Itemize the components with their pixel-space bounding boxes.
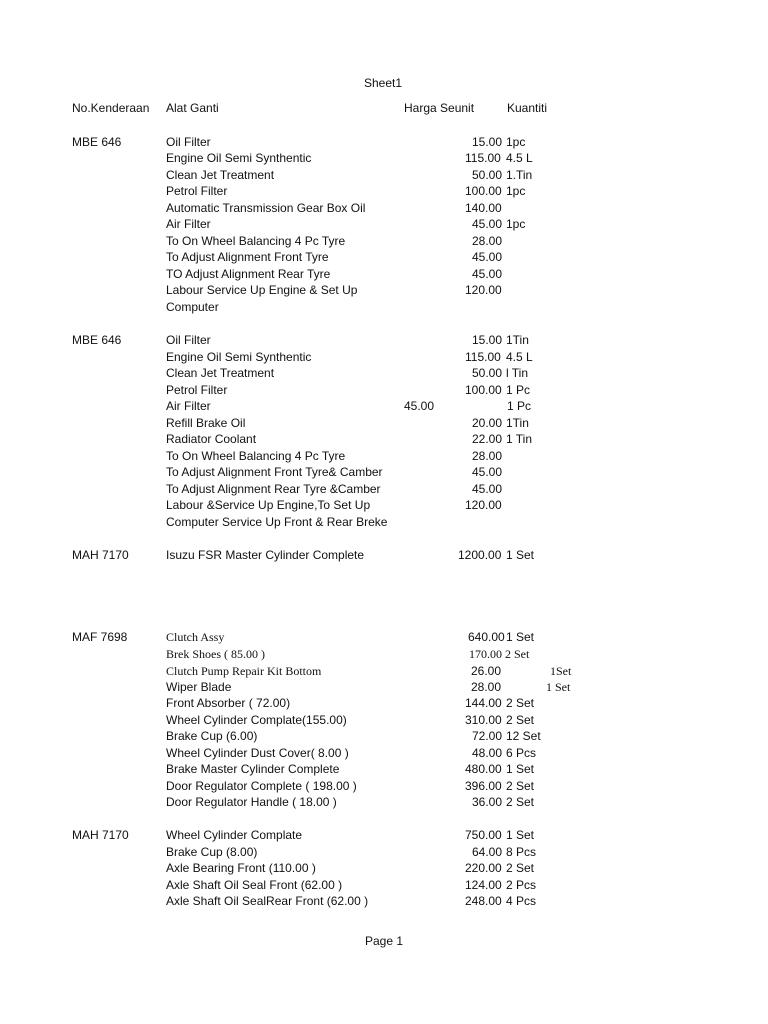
item-name: Axle Bearing Front (110.00 ) [166,861,316,875]
header-quantity: Kuantiti [507,101,548,115]
item-price: 115.00 [465,350,501,364]
item-name: Clean Jet Treatment [166,366,275,380]
item-name: Petrol Filter [166,184,228,198]
vehicle-no: MAH 7170 [72,828,129,842]
sheet-title: Sheet1 [364,76,403,90]
item-price: 248.00 [465,894,502,908]
item-qty: 2 Set [506,861,535,875]
item-price: 45.00 [472,465,503,479]
item-name: Wiper Blade [166,680,232,694]
item-price: 36.00 [472,795,503,809]
item-price: 22.00 [472,432,503,446]
item-qty: 1 Set [506,762,535,776]
item-price: 45.00 [472,267,503,281]
item-name: Refill Brake Oil [166,416,246,430]
item-price: 120.00 [465,283,502,297]
item-price: 120.00 [465,498,502,512]
item-name: Radiator Coolant [166,432,257,446]
item-name: Brake Master Cylinder Complete [166,762,340,776]
item-qty: 2 Set [506,713,535,727]
item-price: 48.00 [472,746,503,760]
item-qty: 1 Pc [507,399,532,413]
item-price: 15.00 [472,333,503,347]
page-number: Page 1 [365,934,404,948]
item-name: Labour Service Up Engine & Set Up [166,283,358,297]
item-qty: 6 Pcs [506,746,537,760]
item-price: 45.00 [472,250,503,264]
item-price: 220.00 [465,861,502,875]
item-name: Engine Oil Semi Synthentic [166,151,312,165]
item-price: 28.00 [472,449,503,463]
item-qty: 8 Pcs [506,845,537,859]
item-price: 640.00 [468,630,505,644]
item-name: To Adjust Alignment Front Tyre& Camber [166,465,383,479]
item-price: 64.00 [472,845,503,859]
item-qty: 1 Set [506,630,535,644]
item-name: Front Absorber ( 72.00) [166,696,291,710]
item-qty: 1pc [506,184,526,198]
item-qty: 4 Pcs [506,894,537,908]
item-name: Petrol Filter [166,383,228,397]
item-name: Wheel Cylinder Dust Cover( 8.00 ) [166,746,349,760]
item-name: Labour &Service Up Engine,To Set Up [166,498,371,512]
item-price: 100.00 [465,184,502,198]
item-price: 50.00 [472,366,503,380]
item-price: 50.00 [472,168,503,182]
item-qty: 1Tin [506,333,529,347]
item-price: 396.00 [465,779,502,793]
item-qty: 1Tin [506,416,529,430]
item-name: Door Regulator Handle ( 18.00 ) [166,795,337,809]
item-name: Brek Shoes ( 85.00 ) [166,647,265,661]
vehicle-no: MAF 7698 [72,630,128,644]
item-qty: 1Set [550,664,572,678]
item-name: To Adjust Alignment Rear Tyre &Camber [166,482,381,496]
item-qty: 2 Set [506,779,535,793]
item-price: 28.00 [471,680,502,694]
item-qty: 2 Set [506,795,535,809]
item-qty: 1pc [506,217,526,231]
item-price: 310.00 [465,713,502,727]
item-name: Wheel Cylinder Complate(155.00) [166,713,347,727]
item-name: Brake Cup (6.00) [166,729,258,743]
item-qty: 1pc [506,135,526,149]
item-price: 28.00 [472,234,503,248]
item-qty: 2 Set [506,696,535,710]
header-vehicle-no: No.Kenderaan [72,101,150,115]
header-unit-price: Harga Seunit [404,101,475,115]
item-price: 480.00 [465,762,502,776]
item-qty: 4.5 L [506,151,533,165]
item-name: Door Regulator Complete ( 198.00 ) [166,779,357,793]
item-name: To On Wheel Balancing 4 Pc Tyre [166,234,346,248]
item-qty: l Tin [506,366,529,380]
item-price: 170.00 [469,647,502,661]
item-qty: 1 Tin [506,432,533,446]
item-name: TO Adjust Alignment Rear Tyre [166,267,331,281]
item-name: Air Filter [166,217,211,231]
item-name: Axle Shaft Oil SealRear Front (62.00 ) [166,894,369,908]
item-name: Wheel Cylinder Complate [166,828,303,842]
item-name: Air Filter [166,399,211,413]
item-name: To On Wheel Balancing 4 Pc Tyre [166,449,346,463]
item-name: Oil Filter [166,333,211,347]
item-price: 20.00 [472,416,503,430]
item-qty: 1.Tin [506,168,533,182]
item-price: 72.00 [472,729,503,743]
item-name: Automatic Transmission Gear Box Oil [166,201,366,215]
vehicle-no: MAH 7170 [72,548,129,562]
item-name: Isuzu FSR Master Cylinder Complete [166,548,365,562]
item-name: Computer [166,300,219,314]
item-name: Computer Service Up Front & Rear Breke [166,515,388,529]
item-name: Clutch Assy [166,630,225,644]
item-price: 45.00 [472,217,503,231]
item-qty: 1 Set [546,680,571,694]
item-qty: 1 Set [506,548,535,562]
item-qty: 1 Pc [506,383,531,397]
item-qty: 2 Pcs [506,878,537,892]
item-price: 124.00 [465,878,502,892]
item-price: 45.00 [472,482,503,496]
item-qty: 12 Set [506,729,541,743]
item-price: 100.00 [465,383,502,397]
item-name: Axle Shaft Oil Seal Front (62.00 ) [166,878,343,892]
item-name: Clutch Pump Repair Kit Bottom [166,664,322,678]
item-qty: 2 Set [505,647,530,661]
item-price: 750.00 [465,828,502,842]
vehicle-no: MBE 646 [72,333,122,347]
item-price: 26.00 [471,664,502,678]
vehicle-no: MBE 646 [72,135,122,149]
item-price: 140.00 [465,201,502,215]
item-price: 45.00 [404,399,435,413]
item-price: 144.00 [465,696,502,710]
item-qty: 4.5 L [506,350,533,364]
item-price: 1200.00 [458,548,502,562]
item-name: Brake Cup (8.00) [166,845,258,859]
item-name: To Adjust Alignment Front Tyre [166,250,329,264]
item-name: Engine Oil Semi Synthentic [166,350,312,364]
item-qty: 1 Set [506,828,535,842]
item-name: Clean Jet Treatment [166,168,275,182]
item-name: Oil Filter [166,135,211,149]
item-price: 115.00 [465,151,501,165]
header-spare-part: Alat Ganti [166,101,219,115]
item-price: 15.00 [472,135,503,149]
